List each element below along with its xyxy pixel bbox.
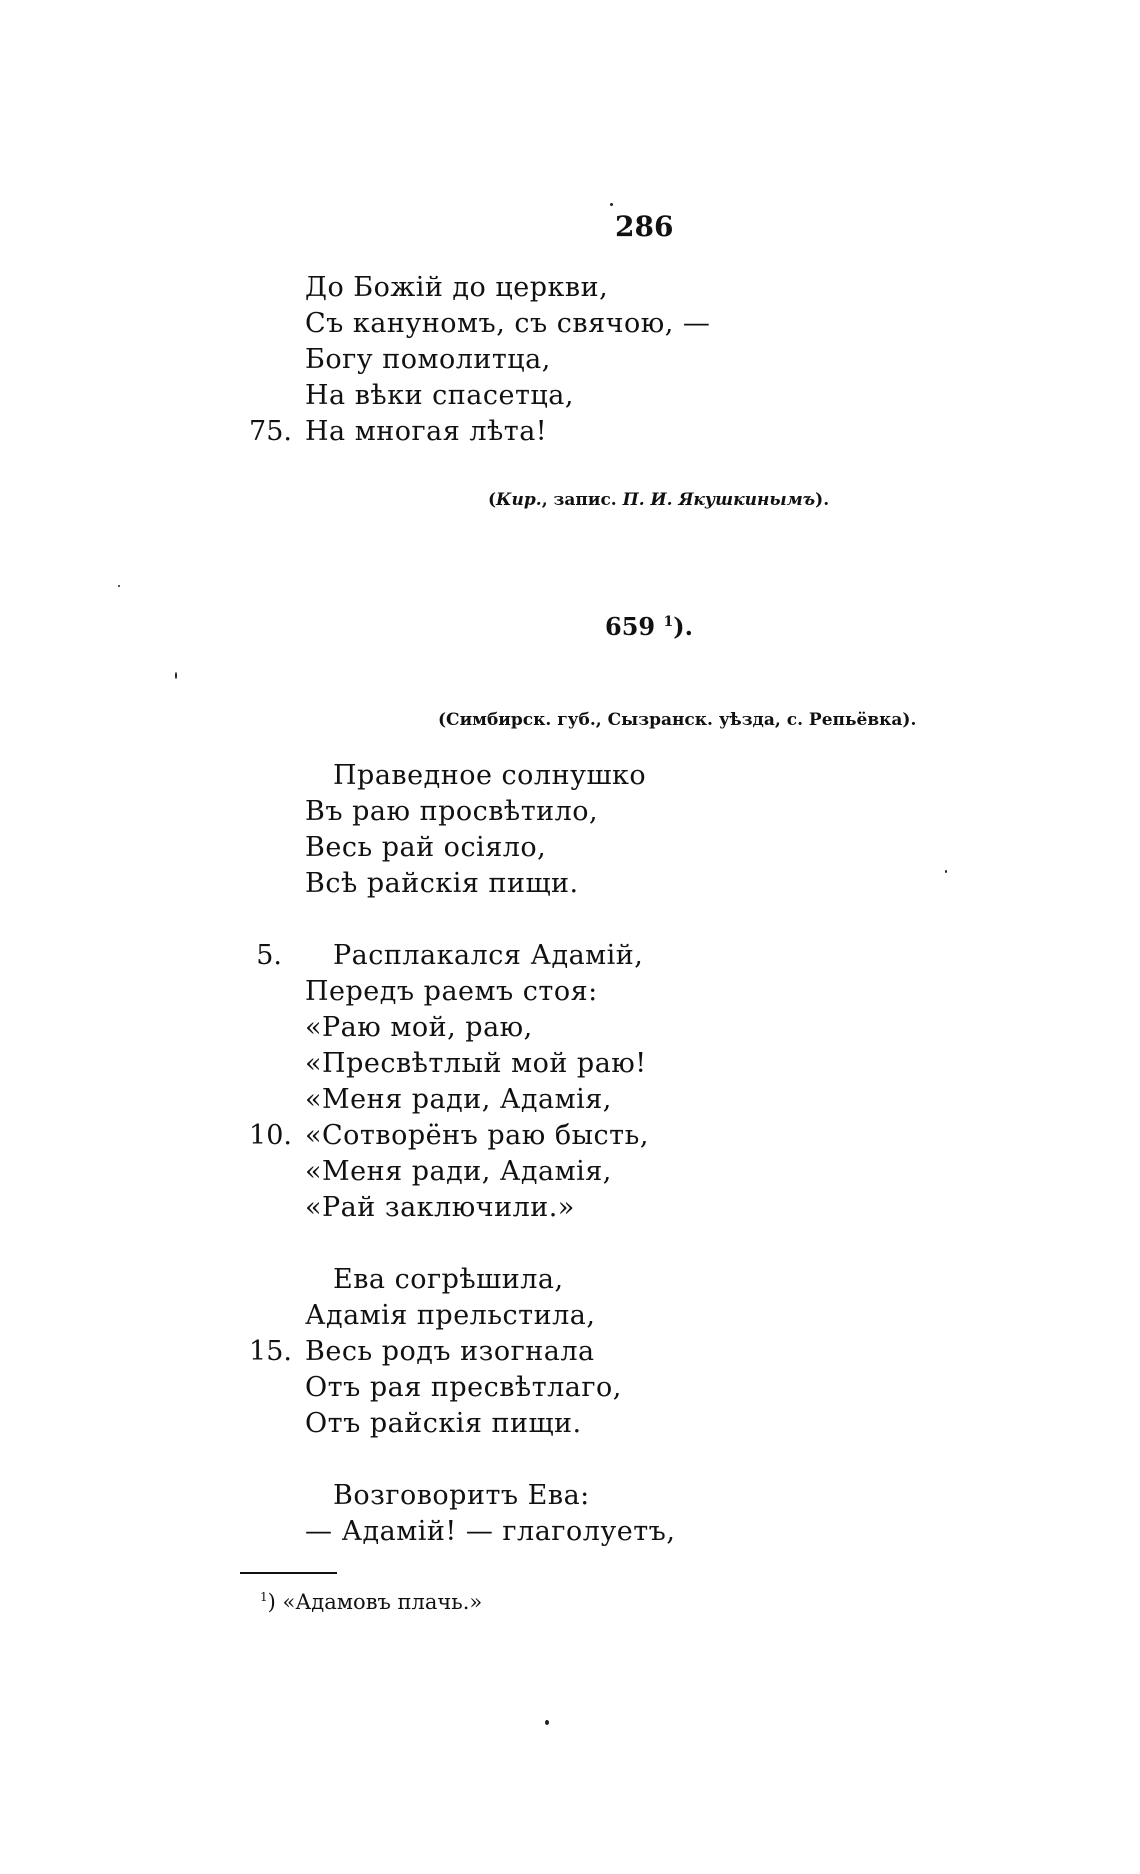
verse-line: Праведное солнушко: [333, 760, 647, 791]
line-number: 75.: [249, 416, 292, 447]
verse-line: Въ раю просвѣтило,: [305, 796, 599, 827]
verse-line: «Меня ради, Адамія,: [305, 1156, 612, 1187]
footnote-rule: [240, 1572, 337, 1574]
source-collector: П. И. Якушкинымъ: [622, 490, 816, 510]
source-abbr: Кир.: [496, 490, 542, 510]
scan-speck: [175, 672, 177, 679]
location-note: (Симбирск. губ., Сызранск. уѣзда, с. Репьёвка).: [438, 710, 917, 730]
line-number: 15.: [249, 1336, 292, 1367]
song-footnote-mark: 1: [663, 614, 674, 630]
scan-speck: [945, 870, 947, 873]
verse-line: Адамія прельстила,: [305, 1300, 596, 1331]
verse-line: Отъ райскія пищи.: [305, 1408, 582, 1439]
source-close: ).: [815, 490, 830, 510]
verse-line: Расплакался Адамій,: [333, 940, 644, 971]
verse-line: «Меня ради, Адамія,: [305, 1084, 612, 1115]
verse-line: Всѣ райскія пищи.: [305, 868, 579, 899]
verse-line: Весь родъ изогнала: [305, 1336, 595, 1367]
song-number-value: 659: [605, 612, 656, 641]
verse-line: Богу помолитца,: [305, 344, 551, 375]
verse-line: «Раю мой, раю,: [305, 1012, 533, 1043]
verse-line: Весь рай осіяло,: [305, 832, 547, 863]
verse-line: На многая лѣта!: [305, 416, 548, 447]
verse-line: На вѣки спасетца,: [305, 380, 574, 411]
source-text: , запис.: [541, 490, 623, 510]
scan-speck: [118, 585, 120, 587]
song-number-suffix: ).: [673, 612, 693, 641]
verse-line: — Адамій! — глаголуетъ,: [305, 1516, 676, 1547]
scan-speck: [610, 203, 613, 206]
footnote: [260, 1590, 482, 1614]
footnote-text: ) «Адамовъ плачь.»: [267, 1590, 483, 1614]
line-number: 5.: [256, 940, 282, 971]
verse-line: Ева согрѣшила,: [333, 1264, 564, 1295]
line-number: 10.: [249, 1120, 292, 1151]
source-open: (: [488, 490, 497, 510]
scan-speck: [545, 1720, 549, 1725]
page-number: 286: [615, 210, 674, 243]
verse-line: «Пресвѣтлый мой раю!: [305, 1048, 647, 1079]
verse-line: До Божій до церкви,: [305, 272, 609, 303]
verse-line: Съ кануномъ, съ свячою, —: [305, 308, 711, 339]
verse-line: «Сотворёнъ раю бысть,: [305, 1120, 649, 1151]
verse-line: Передъ раемъ стоя:: [305, 976, 598, 1007]
verse-line: «Рай заключили.»: [305, 1192, 575, 1223]
song-number: [605, 612, 693, 641]
verse-line: Отъ рая пресвѣтлаго,: [305, 1372, 622, 1403]
footnote-mark: 1: [260, 1590, 268, 1604]
verse-line: Возговоритъ Ева:: [333, 1480, 590, 1511]
source-attribution: [488, 490, 829, 510]
